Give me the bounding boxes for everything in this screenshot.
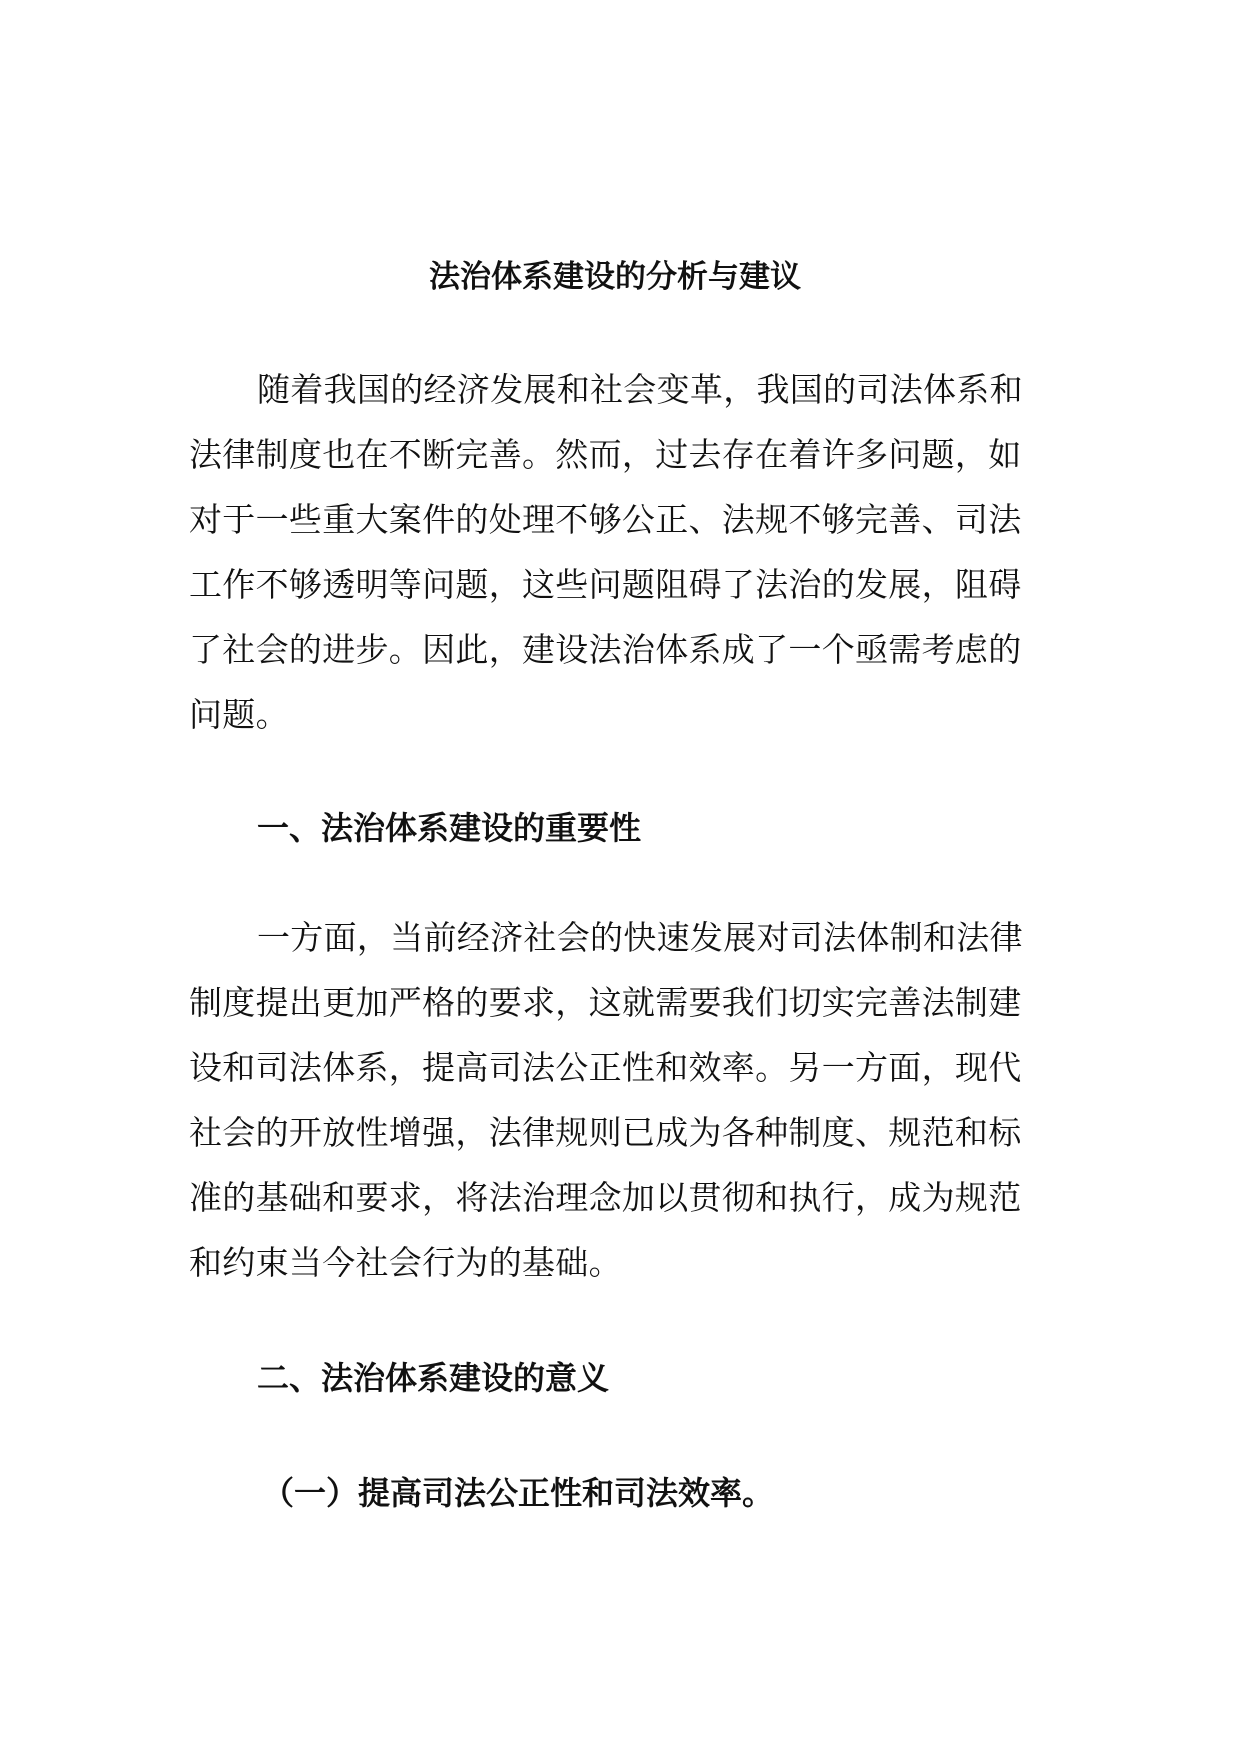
paragraph-line: 设和司法体系，提高司法公正性和效率。另一方面，现代 <box>189 1048 1022 1087</box>
paragraph-line: 一方面，当前经济社会的快速发展对司法体制和法律 <box>257 918 1023 957</box>
section-heading-significance: 二、法治体系建设的意义 <box>257 1359 610 1397</box>
paragraph-line: 随着我国的经济发展和社会变革，我国的司法体系和 <box>257 370 1023 409</box>
section-heading-importance: 一、法治体系建设的重要性 <box>257 809 642 847</box>
paragraph-line: 制度提出更加严格的要求，这就需要我们切实完善法制建 <box>189 983 1022 1022</box>
paragraph-line: 问题。 <box>189 695 289 734</box>
paragraph-line: 法律制度也在不断完善。然而，过去存在着许多问题，如 <box>189 435 1022 474</box>
paragraph-line: 社会的开放性增强，法律规则已成为各种制度、规范和标 <box>189 1113 1022 1152</box>
paragraph-line: 准的基础和要求，将法治理念加以贯彻和执行，成为规范 <box>189 1178 1022 1217</box>
subsection-heading-1: （一）提高司法公正性和司法效率。 <box>262 1474 775 1512</box>
paragraph-line: 和约束当今社会行为的基础。 <box>189 1243 622 1282</box>
paragraph-line: 了社会的进步。因此，建设法治体系成了一个亟需考虑的 <box>189 630 1022 669</box>
paragraph-line: 工作不够透明等问题，这些问题阻碍了法治的发展，阻碍 <box>189 565 1022 604</box>
section-1-paragraph <box>189 905 1041 1295</box>
paragraph-line: 对于一些重大案件的处理不够公正、法规不够完善、司法 <box>189 500 1022 539</box>
intro-paragraph <box>189 357 1041 747</box>
document-title: 法治体系建设的分析与建议 <box>429 259 801 295</box>
